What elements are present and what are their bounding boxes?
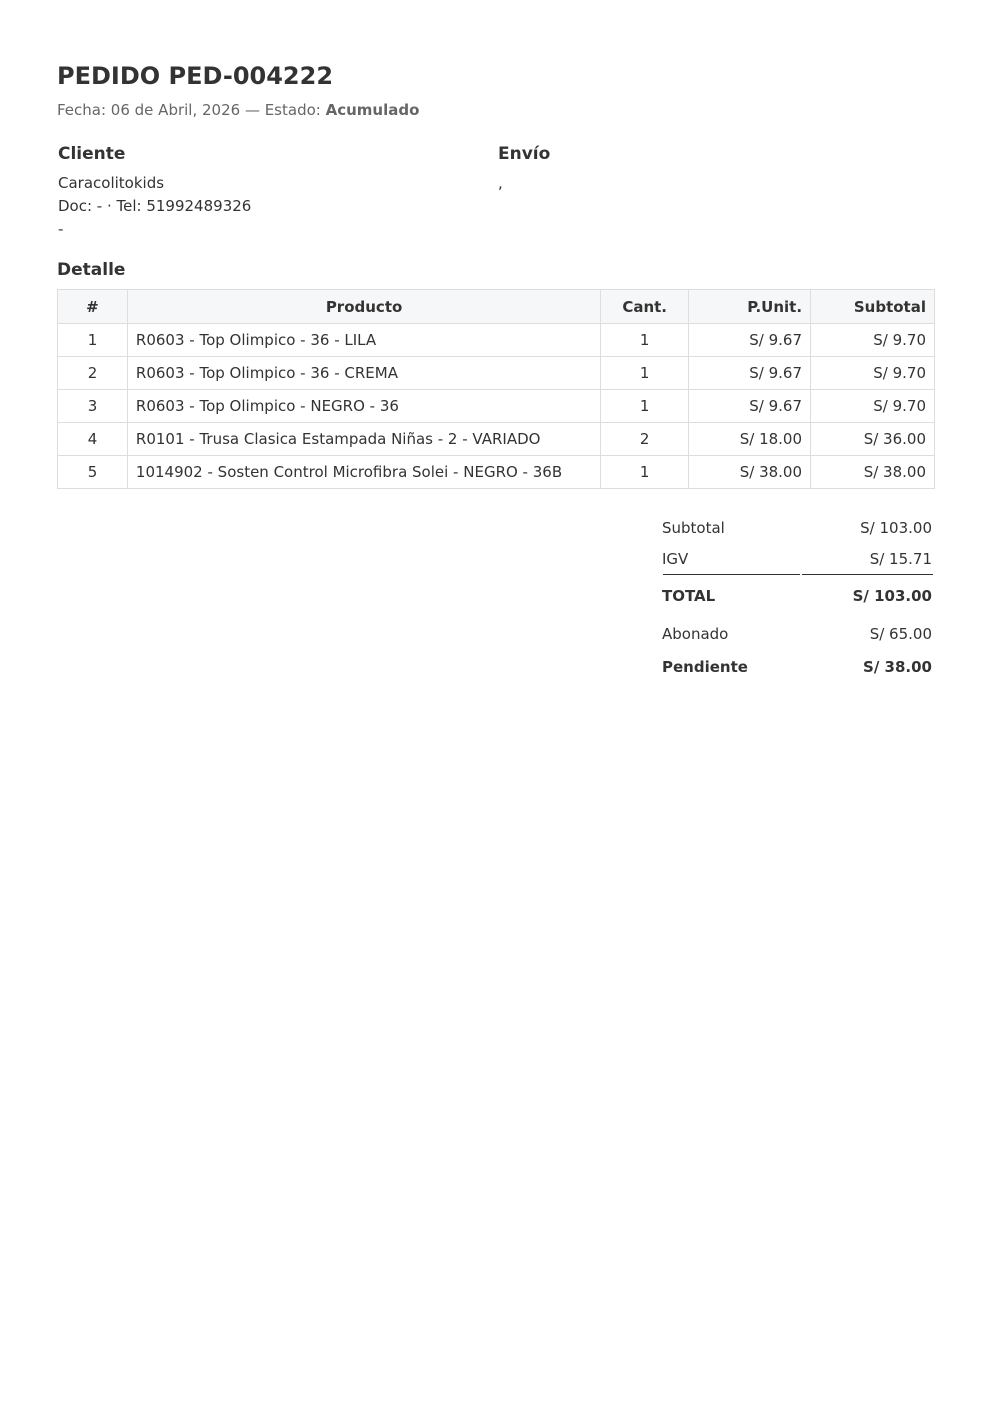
client-extra: - [58, 220, 64, 238]
cell-number: 4 [58, 423, 128, 456]
detail-heading: Detalle [57, 260, 126, 280]
client-doc-tel: Doc: - · Tel: 51992489326 [58, 197, 252, 215]
page-title: PEDIDO PED-004222 [57, 62, 334, 90]
table-row [58, 324, 935, 357]
cell-quantity: 1 [601, 324, 689, 357]
cell-unit-price: S/ 9.67 [689, 357, 811, 390]
totals-igv-row [662, 550, 934, 570]
totals-subtotal-row [662, 519, 934, 539]
col-header-subtotal: Subtotal [811, 290, 935, 324]
cell-quantity: 1 [601, 357, 689, 390]
table-row [58, 357, 935, 390]
cell-number: 3 [58, 390, 128, 423]
totals-paid-row [662, 625, 934, 645]
cell-subtotal: S/ 9.70 [811, 390, 935, 423]
items-table [57, 289, 935, 489]
col-header-number: # [58, 290, 128, 324]
total-divider-left [663, 574, 800, 575]
order-meta [57, 101, 419, 119]
cell-unit-price: S/ 18.00 [689, 423, 811, 456]
totals-total-row [662, 587, 934, 607]
table-row [58, 390, 935, 423]
cell-subtotal: S/ 38.00 [811, 456, 935, 489]
cell-number: 2 [58, 357, 128, 390]
paid-value: S/ 65.00 [869, 625, 932, 643]
igv-value: S/ 15.71 [869, 550, 932, 568]
cell-unit-price: S/ 38.00 [689, 456, 811, 489]
table-header-row [58, 290, 935, 324]
client-heading: Cliente [58, 144, 126, 164]
table-row [58, 456, 935, 489]
shipping-heading: Envío [498, 144, 551, 164]
total-divider-right [802, 574, 933, 575]
cell-quantity: 1 [601, 390, 689, 423]
cell-subtotal: S/ 9.70 [811, 324, 935, 357]
paid-label: Abonado [662, 625, 729, 643]
cell-product: R0603 - Top Olimpico - 36 - LILA [127, 324, 600, 357]
cell-product: R0603 - Top Olimpico - 36 - CREMA [127, 357, 600, 390]
cell-product: R0603 - Top Olimpico - NEGRO - 36 [127, 390, 600, 423]
col-header-unit-price: P.Unit. [689, 290, 811, 324]
cell-product: R0101 - Trusa Clasica Estampada Niñas - 2 - VARIADO [127, 423, 600, 456]
igv-label: IGV [662, 550, 689, 568]
cell-subtotal: S/ 9.70 [811, 357, 935, 390]
subtotal-label: Subtotal [662, 519, 725, 537]
cell-number: 5 [58, 456, 128, 489]
cell-product: 1014902 - Sosten Control Microfibra Solei - NEGRO - 36B [127, 456, 600, 489]
cell-subtotal: S/ 36.00 [811, 423, 935, 456]
total-label: TOTAL [662, 587, 716, 605]
cell-unit-price: S/ 9.67 [689, 324, 811, 357]
cell-quantity: 1 [601, 456, 689, 489]
cell-quantity: 2 [601, 423, 689, 456]
status-value: Acumulado [325, 101, 420, 119]
shipping-line: , [498, 174, 503, 192]
subtotal-value: S/ 103.00 [860, 519, 932, 537]
cell-unit-price: S/ 9.67 [689, 390, 811, 423]
pending-label: Pendiente [662, 658, 748, 676]
pending-value: S/ 38.00 [863, 658, 932, 676]
col-header-quantity: Cant. [601, 290, 689, 324]
date-status-label: Fecha: 06 de Abril, 2026 — Estado: [57, 101, 326, 119]
table-row [58, 423, 935, 456]
cell-number: 1 [58, 324, 128, 357]
total-value: S/ 103.00 [852, 587, 932, 605]
col-header-product: Producto [127, 290, 600, 324]
client-name: Caracolitokids [58, 174, 165, 192]
totals-pending-row [662, 658, 934, 678]
